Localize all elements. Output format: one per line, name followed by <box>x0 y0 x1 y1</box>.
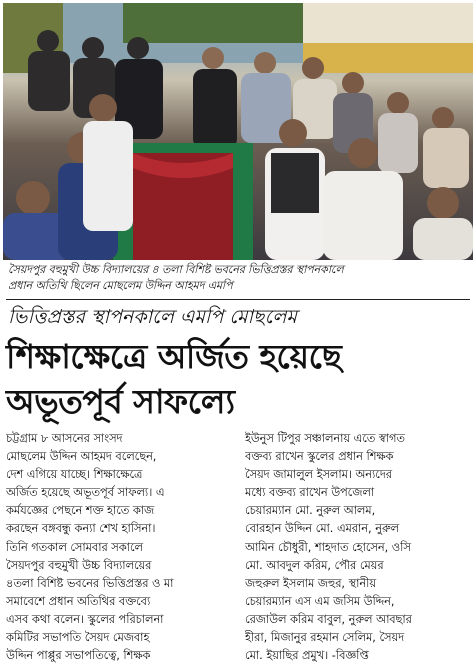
article-line: রেজাউল করিম বাবুল, নুরুল আবছার <box>245 612 412 626</box>
headline-line-2: অভূতপূর্ব সাফল্যে <box>6 382 235 421</box>
article-line: এসব কথা বলেন। স্কুলের পরিচালনা <box>6 612 164 626</box>
article-line: করছেন বঙ্গবন্ধু কন্যা শেখ হাসিনা। <box>6 522 156 536</box>
article-line: উদ্দিন পাপ্পুর সভাপতিত্বে, শিক্ষক <box>6 649 151 663</box>
article-line: মধ্যে বক্তব্য রাখেন উপজেলা <box>245 486 375 500</box>
article-line: জহুরুল ইসলাম জহুর, স্থানীয় <box>245 576 376 590</box>
article-line: কর্মযজ্ঞের পেছনে শক্ত হাতে কাজ <box>6 504 155 518</box>
article-line: চেয়ারম্যান মো. নুরুল আলম, <box>245 504 376 518</box>
caption-line-1: সৈয়দপুর বহুমুখী উচ্চ বিদ্যালয়ের ৪ তলা বিশিষ্ট ভবনের ভিত্তিপ্রস্তর স্থাপনকালে <box>8 263 344 276</box>
headline-line-1: শিক্ষাক্ষেত্রে অর্জিত হয়েছে <box>6 337 342 376</box>
article-line: মো. আবদুল করিম, পৌর মেয়র <box>245 558 384 572</box>
photo-caption <box>8 262 468 294</box>
article-line: ইউনুস টিপুর সঞ্চালনায় এতে স্বাগত <box>245 432 405 445</box>
article-line: চেয়ারম্যান এস এম জসিম উদ্দিন, <box>245 594 395 608</box>
article-line: সমাবেশে প্রধান অতিথির বক্তব্যে <box>6 594 151 608</box>
article-line: চট্টগ্রাম ৮ আসনের সাংসদ <box>6 432 123 445</box>
article-line: হীরা, মিজানুর রহমান সেলিম, সৈয়দ <box>245 631 405 645</box>
article-line: কমিটির সভাপতি সৈয়দ মেজবাহ <box>6 631 150 645</box>
article-column-right <box>245 430 470 665</box>
article-line: আমিন চৌধুরী, শাহদাত হোসেন, ওসি <box>245 540 411 554</box>
article-line: বক্তব্য রাখেন স্কুলের প্রধান শিক্ষক <box>245 450 394 464</box>
divider <box>6 299 470 300</box>
article-line: দেশ এগিয়ে যাচ্ছে। শিক্ষাক্ষেত্রে <box>6 468 143 482</box>
article-line: সৈয়দপুর বহুমুখী উচ্চ বিদ্যালয়ের <box>6 558 152 572</box>
article-line: অর্জিত হয়েছে অভূতপূর্ব সাফল্য। এ <box>6 486 165 500</box>
article-line: বোরহান উদ্দিন মো. এমরান, নুরুল <box>245 522 400 536</box>
article-column-left <box>6 430 232 665</box>
article-line: ৪তলা বিশিষ্ট ভবনের ভিত্তিপ্রস্তর ও মা <box>6 576 174 590</box>
article-line: তিনি গতকাল সোমবার সকালে <box>6 540 143 554</box>
article-line: সৈয়দ জামালুল ইসলাম। অন্যদের <box>245 468 392 482</box>
caption-line-2: প্রধান অতিথি ছিলেন মোছলেম উদ্দিন আহমদ এমপি <box>8 279 233 292</box>
kicker: ভিত্তিপ্রস্তর স্থাপনকালে এমপি মোছলেম <box>8 306 297 328</box>
article-line: মোছলেম উদ্দিন আহমদ বলেছেন, <box>6 450 157 464</box>
news-photo <box>3 3 473 260</box>
article-line: মো. ইয়াছির প্রমুখ। -বিজ্ঞপ্তি <box>245 649 369 663</box>
headline <box>6 334 472 424</box>
